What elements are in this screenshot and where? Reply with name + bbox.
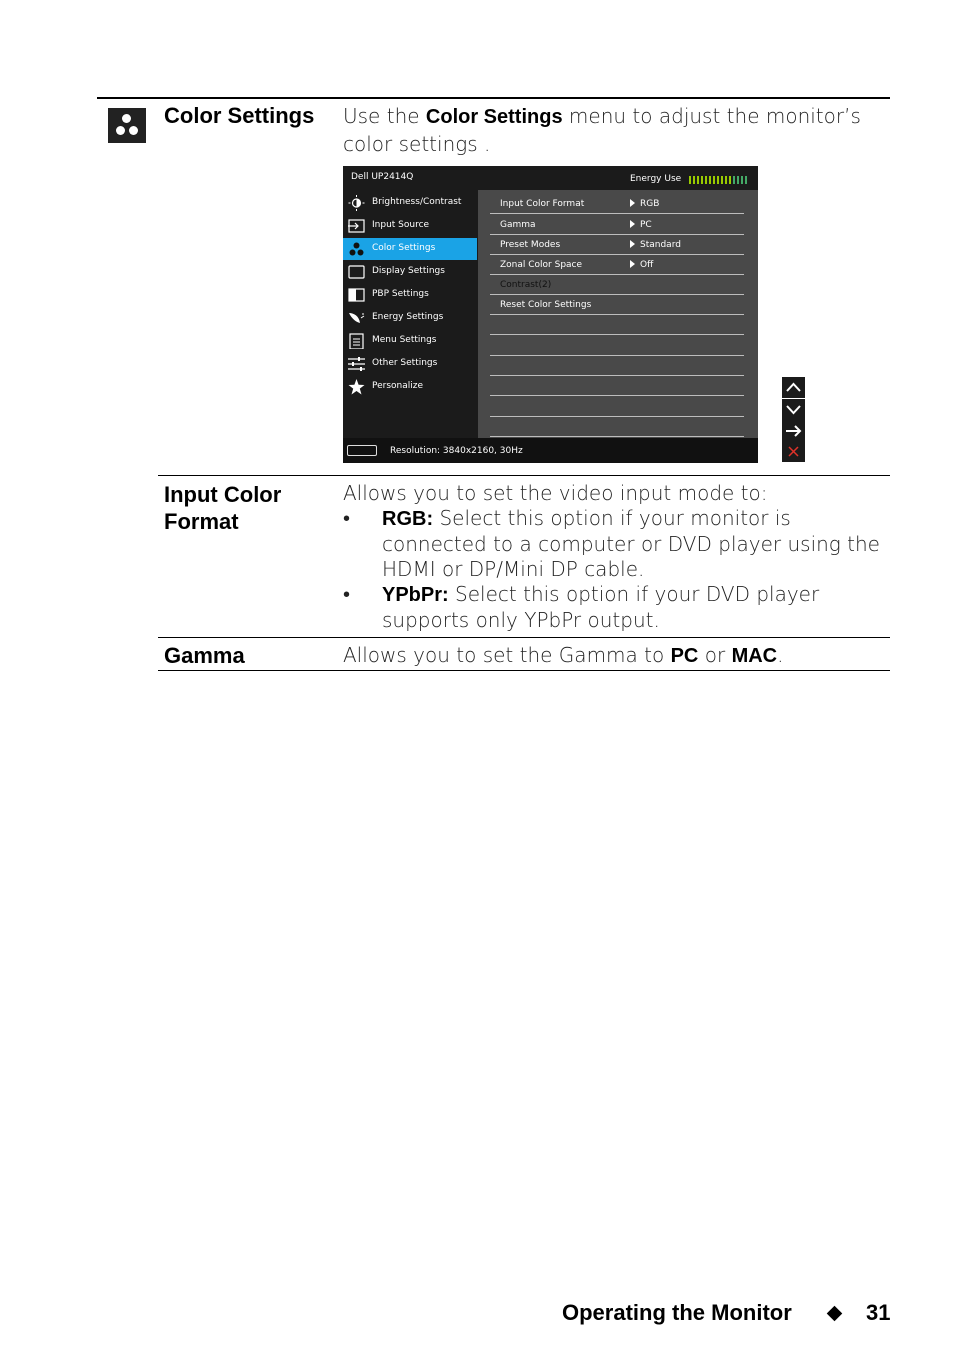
osd-row-value: Standard [630, 240, 681, 250]
section-divider [158, 670, 890, 671]
osd-row-empty [490, 375, 744, 396]
osd-item-input-source[interactable] [343, 215, 477, 237]
osd-row-preset-modes[interactable] [490, 234, 744, 255]
color-settings-icon [348, 241, 365, 257]
pbp-icon [348, 287, 365, 303]
osd-item-label: Menu Settings [372, 335, 437, 345]
osd-row-key: Input Color Format [500, 199, 585, 209]
page-number: 31 [866, 1300, 891, 1325]
osd-row-empty [490, 355, 744, 376]
osd-row-gamma[interactable] [490, 214, 744, 235]
input-source-icon [348, 218, 365, 234]
energy-use-meter [689, 176, 747, 184]
osd-sidebar [343, 190, 477, 438]
close-icon[interactable] [782, 441, 805, 462]
color-settings-intro: Use the Color Settings menu to adjust the monitor’s color settings . [343, 104, 861, 156]
osd-model-title: Dell UP2414Q [351, 172, 414, 182]
osd-item-label: Energy Settings [372, 312, 444, 322]
osd-item-other-settings[interactable] [343, 353, 477, 375]
down-arrow-icon[interactable] [782, 399, 805, 420]
gamma-heading: Gamma [164, 643, 245, 668]
energy-icon [348, 310, 365, 326]
osd-row-key: Contrast(2) [500, 280, 552, 290]
osd-row-empty [490, 335, 744, 356]
input-color-format-description [343, 481, 888, 633]
brightness-icon [348, 195, 365, 211]
resolution-text: Resolution: 3840x2160, 30Hz [390, 446, 523, 456]
footer-section-title: Operating the Monitor [562, 1300, 792, 1325]
menu-icon [348, 333, 365, 349]
osd-item-personalize[interactable] [343, 376, 477, 398]
osd-row-input-color-format[interactable] [490, 193, 744, 214]
osd-item-label: PBP Settings [372, 289, 429, 299]
input-color-format-heading: Input Color Format [164, 482, 282, 534]
osd-item-label: Personalize [372, 381, 424, 391]
top-rule [97, 97, 890, 99]
osd-row-key: Preset Modes [500, 240, 561, 250]
osd-item-label: Display Settings [372, 266, 445, 276]
star-icon [348, 379, 365, 395]
osd-row-key: Gamma [500, 220, 536, 230]
osd-row-key: Reset Color Settings [500, 300, 592, 310]
osd-item-label: Input Source [372, 220, 430, 230]
displayport-icon [347, 445, 377, 456]
display-icon [348, 264, 365, 280]
osd-row-zonal-color-space[interactable] [490, 254, 744, 275]
up-arrow-icon[interactable] [782, 377, 805, 398]
osd-item-label: Other Settings [372, 358, 438, 368]
osd-row-value: RGB [630, 199, 659, 209]
bullet-rgb: • RGB: Select this option if your monitor is connected to a computer or DVD player using the HDMI or DP/Mini DP cable. [343, 506, 880, 581]
osd-item-energy-settings[interactable] [343, 307, 477, 329]
osd-row-empty [490, 416, 744, 437]
osd-row-value: PC [630, 220, 652, 230]
input-color-format-intro: Allows you to set the video input mode to: [343, 481, 768, 505]
osd-item-menu-settings[interactable] [343, 330, 477, 352]
osd-row-reset-color-settings[interactable] [490, 294, 744, 315]
section-divider [158, 475, 890, 476]
osd-row-key: Zonal Color Space [500, 260, 583, 270]
section-divider [158, 637, 890, 638]
osd-row-empty [490, 396, 744, 417]
color-settings-icon [108, 108, 146, 143]
bullet-dot: • [343, 582, 351, 606]
color-settings-heading: Color Settings [164, 103, 315, 128]
diamond-icon [827, 1306, 843, 1322]
osd-item-display-settings[interactable] [343, 261, 477, 283]
bullet-ypbpr: • YPbPr: Select this option if your DVD player supports only YPbPr output. [343, 582, 820, 632]
osd-item-pbp-settings[interactable] [343, 284, 477, 306]
bullet-dot: • [343, 506, 351, 530]
osd-row-contrast[interactable] [490, 274, 744, 295]
osd-row-value: Off [630, 260, 653, 270]
osd-item-color-settings[interactable] [343, 238, 477, 260]
osd-item-label: Brightness/Contrast [372, 197, 462, 207]
gamma-description: Allows you to set the Gamma to PC or MAC. [343, 643, 784, 667]
osd-footer [343, 438, 758, 463]
osd-item-label: Color Settings [372, 243, 436, 253]
osd-item-brightness-contrast[interactable] [343, 192, 477, 214]
osd-submenu-panel [478, 190, 758, 438]
osd-row-empty [490, 314, 744, 335]
enter-arrow-icon[interactable] [782, 420, 805, 441]
osd-menu-screenshot [343, 166, 758, 463]
energy-use-label: Energy Use [630, 174, 682, 184]
sliders-icon [348, 356, 365, 372]
